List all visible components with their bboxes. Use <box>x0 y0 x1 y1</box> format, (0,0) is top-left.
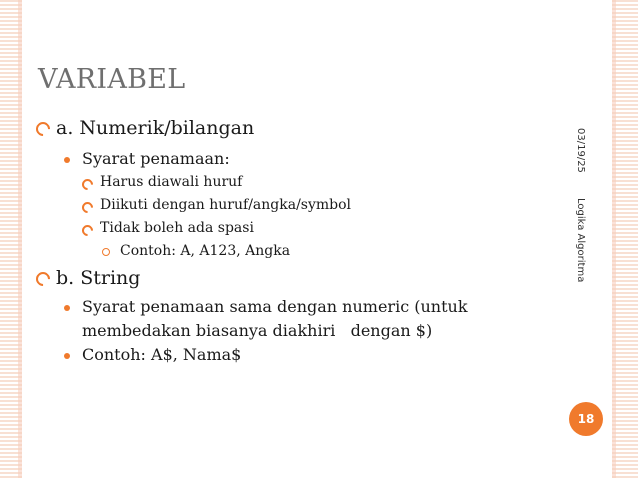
bullet-l2-icon <box>64 305 70 311</box>
bullet-l4-icon <box>102 248 110 256</box>
bullet-l2-icon <box>64 157 70 163</box>
course-name: Logika Algoritma <box>575 198 586 283</box>
bullet-l3-icon <box>80 200 96 216</box>
bullet-l3-icon <box>80 177 96 193</box>
slide-title: VARIABEL <box>38 64 186 95</box>
bullet-item: Harus diawali huruf <box>100 174 243 190</box>
bullet-item: b. String <box>56 267 141 289</box>
bullet-item: Diikuti dengan huruf/angka/symbol <box>100 197 352 213</box>
bullet-item-continuation: membedakan biasanya diakhiri dengan $) <box>82 321 433 340</box>
bullet-item: Contoh: A$, Nama$ <box>82 345 242 364</box>
page-number-badge: 18 <box>569 402 603 436</box>
bullet-item: Syarat penamaan sama dengan numeric (untuk <box>82 297 468 316</box>
side-footer <box>575 128 586 282</box>
bullet-item: Contoh: A, A123, Angka <box>120 243 291 259</box>
bullet-item: a. Numerik/bilangan <box>56 117 255 139</box>
bullet-item: Syarat penamaan: <box>82 149 230 168</box>
right-decorative-lines <box>612 0 638 478</box>
bullet-l1-icon <box>33 119 53 139</box>
bullet-item: Tidak boleh ada spasi <box>100 220 254 236</box>
bullet-l2-icon <box>64 353 70 359</box>
left-decorative-lines <box>0 0 22 478</box>
bullet-l1-icon <box>33 269 53 289</box>
slide-date: 03/19/25 <box>575 128 586 173</box>
bullet-l3-icon <box>80 223 96 239</box>
